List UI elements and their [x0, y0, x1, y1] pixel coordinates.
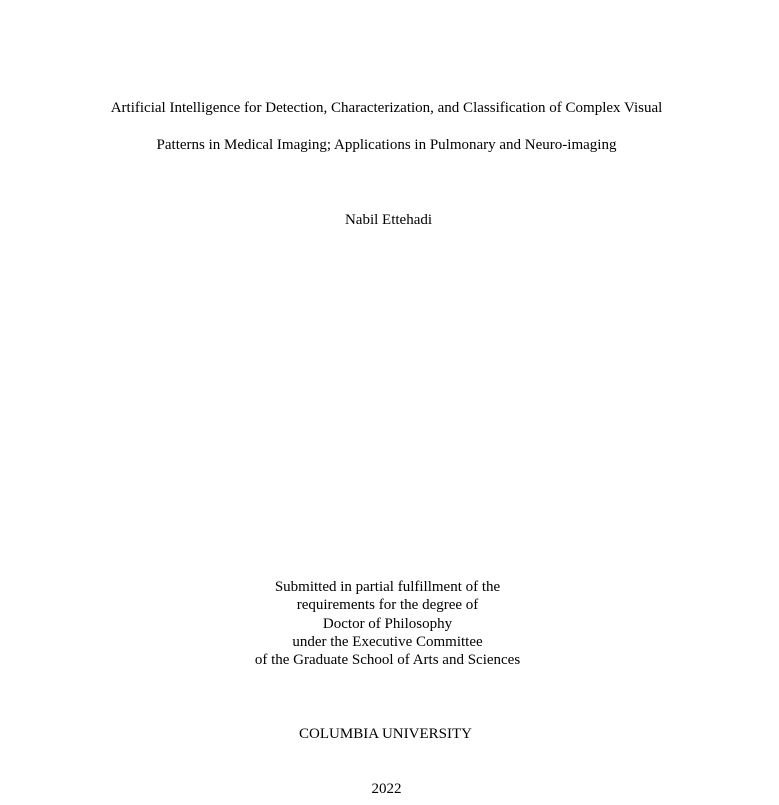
degree-statement-line: Doctor of Philosophy	[322, 615, 453, 632]
thesis-title-line-2: Patterns in Medical Imaging; Applications in Pulmonary and Neuro-imaging	[156, 137, 617, 153]
degree-statement-line: Submitted in partial fulfillment of the	[274, 579, 501, 595]
degree-statement	[0, 578, 779, 669]
author-name: Nabil Ettehadi	[344, 212, 433, 228]
degree-statement-line: under the Executive Committee	[292, 633, 483, 650]
submission-year: 2022	[371, 781, 402, 797]
university-name: COLUMBIA UNIVERSITY	[299, 726, 472, 742]
degree-statement-line: requirements for the degree of	[296, 597, 479, 614]
degree-statement-line: of the Graduate School of Arts and Sciences	[254, 652, 521, 669]
thesis-title-line-1: Artificial Intelligence for Detection, Characterization, and Classification of Complex Visual	[110, 100, 663, 116]
